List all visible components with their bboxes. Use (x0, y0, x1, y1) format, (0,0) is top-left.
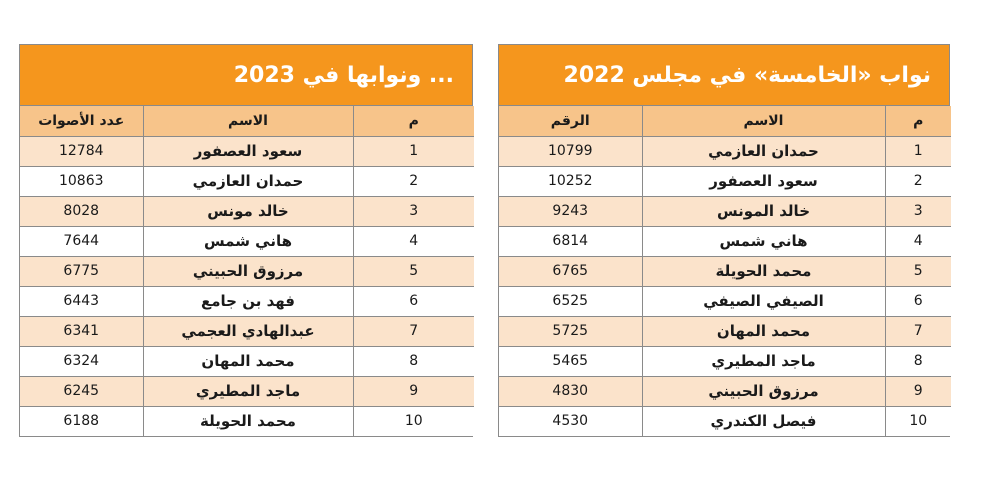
header-index: م (353, 106, 474, 136)
header-row (499, 106, 951, 136)
table-title: ... ونوابها في 2023 (20, 45, 472, 106)
table-row (20, 256, 474, 286)
row-votes: 6324 (20, 346, 143, 376)
row-index: 6 (885, 286, 951, 316)
row-name: سعود العصفور (143, 136, 353, 166)
row-votes: 6341 (20, 316, 143, 346)
table-row (499, 376, 951, 406)
table-row (499, 166, 951, 196)
row-number: 6525 (499, 286, 642, 316)
votes-2023-grid (20, 106, 474, 436)
row-index: 7 (885, 316, 951, 346)
members-2022-grid (499, 106, 951, 436)
row-index: 2 (353, 166, 474, 196)
row-index: 1 (885, 136, 951, 166)
table-row (499, 196, 951, 226)
row-name: فهد بن جامع (143, 286, 353, 316)
row-index: 9 (353, 376, 474, 406)
row-name: فيصل الكندري (642, 406, 885, 436)
row-index: 2 (885, 166, 951, 196)
header-name: الاسم (143, 106, 353, 136)
row-number: 9243 (499, 196, 642, 226)
row-index: 5 (353, 256, 474, 286)
row-index: 4 (353, 226, 474, 256)
header-votes: عدد الأصوات (20, 106, 143, 136)
table-row (20, 136, 474, 166)
row-number: 4530 (499, 406, 642, 436)
table-row (20, 316, 474, 346)
row-name: خالد المونس (642, 196, 885, 226)
row-number: 6814 (499, 226, 642, 256)
row-name: حمدان العازمي (642, 136, 885, 166)
row-name: هاني شمس (642, 226, 885, 256)
table-row (20, 346, 474, 376)
row-name: محمد الحويلة (143, 406, 353, 436)
header-row (20, 106, 474, 136)
row-name: الصيفي الصيفي (642, 286, 885, 316)
row-votes: 6775 (20, 256, 143, 286)
table-row (20, 406, 474, 436)
row-index: 4 (885, 226, 951, 256)
row-votes: 6443 (20, 286, 143, 316)
members-2022-table (498, 44, 950, 437)
row-index: 8 (353, 346, 474, 376)
row-name: سعود العصفور (642, 166, 885, 196)
header-name: الاسم (642, 106, 885, 136)
table-row (499, 136, 951, 166)
row-number: 4830 (499, 376, 642, 406)
table-row (20, 226, 474, 256)
header-number: الرقم (499, 106, 642, 136)
row-votes: 6245 (20, 376, 143, 406)
row-name: ماجد المطيري (642, 346, 885, 376)
row-index: 6 (353, 286, 474, 316)
row-number: 6765 (499, 256, 642, 286)
row-index: 3 (885, 196, 951, 226)
row-name: محمد المهان (642, 316, 885, 346)
table-row (20, 286, 474, 316)
table-row (20, 196, 474, 226)
row-name: ماجد المطيري (143, 376, 353, 406)
table-row (499, 256, 951, 286)
table-row (499, 346, 951, 376)
header-index: م (885, 106, 951, 136)
row-number: 10799 (499, 136, 642, 166)
row-name: هاني شمس (143, 226, 353, 256)
row-name: حمدان العازمي (143, 166, 353, 196)
row-index: 5 (885, 256, 951, 286)
table-row (499, 406, 951, 436)
row-name: مرزوق الحبيني (642, 376, 885, 406)
row-name: محمد المهان (143, 346, 353, 376)
row-votes: 7644 (20, 226, 143, 256)
row-index: 7 (353, 316, 474, 346)
row-votes: 8028 (20, 196, 143, 226)
row-number: 5725 (499, 316, 642, 346)
row-number: 10252 (499, 166, 642, 196)
table-row (499, 316, 951, 346)
row-index: 8 (885, 346, 951, 376)
table-row (499, 286, 951, 316)
table-row (20, 376, 474, 406)
votes-2023-table (19, 44, 473, 437)
table-row (499, 226, 951, 256)
row-index: 10 (353, 406, 474, 436)
row-votes: 6188 (20, 406, 143, 436)
row-name: مرزوق الحبيني (143, 256, 353, 286)
row-index: 1 (353, 136, 474, 166)
row-name: عبدالهادي العجمي (143, 316, 353, 346)
row-votes: 10863 (20, 166, 143, 196)
table-row (20, 166, 474, 196)
row-number: 5465 (499, 346, 642, 376)
table-title: نواب «الخامسة» في مجلس 2022 (499, 45, 949, 106)
row-name: خالد مونس (143, 196, 353, 226)
row-index: 9 (885, 376, 951, 406)
row-name: محمد الحويلة (642, 256, 885, 286)
row-votes: 12784 (20, 136, 143, 166)
row-index: 10 (885, 406, 951, 436)
row-index: 3 (353, 196, 474, 226)
